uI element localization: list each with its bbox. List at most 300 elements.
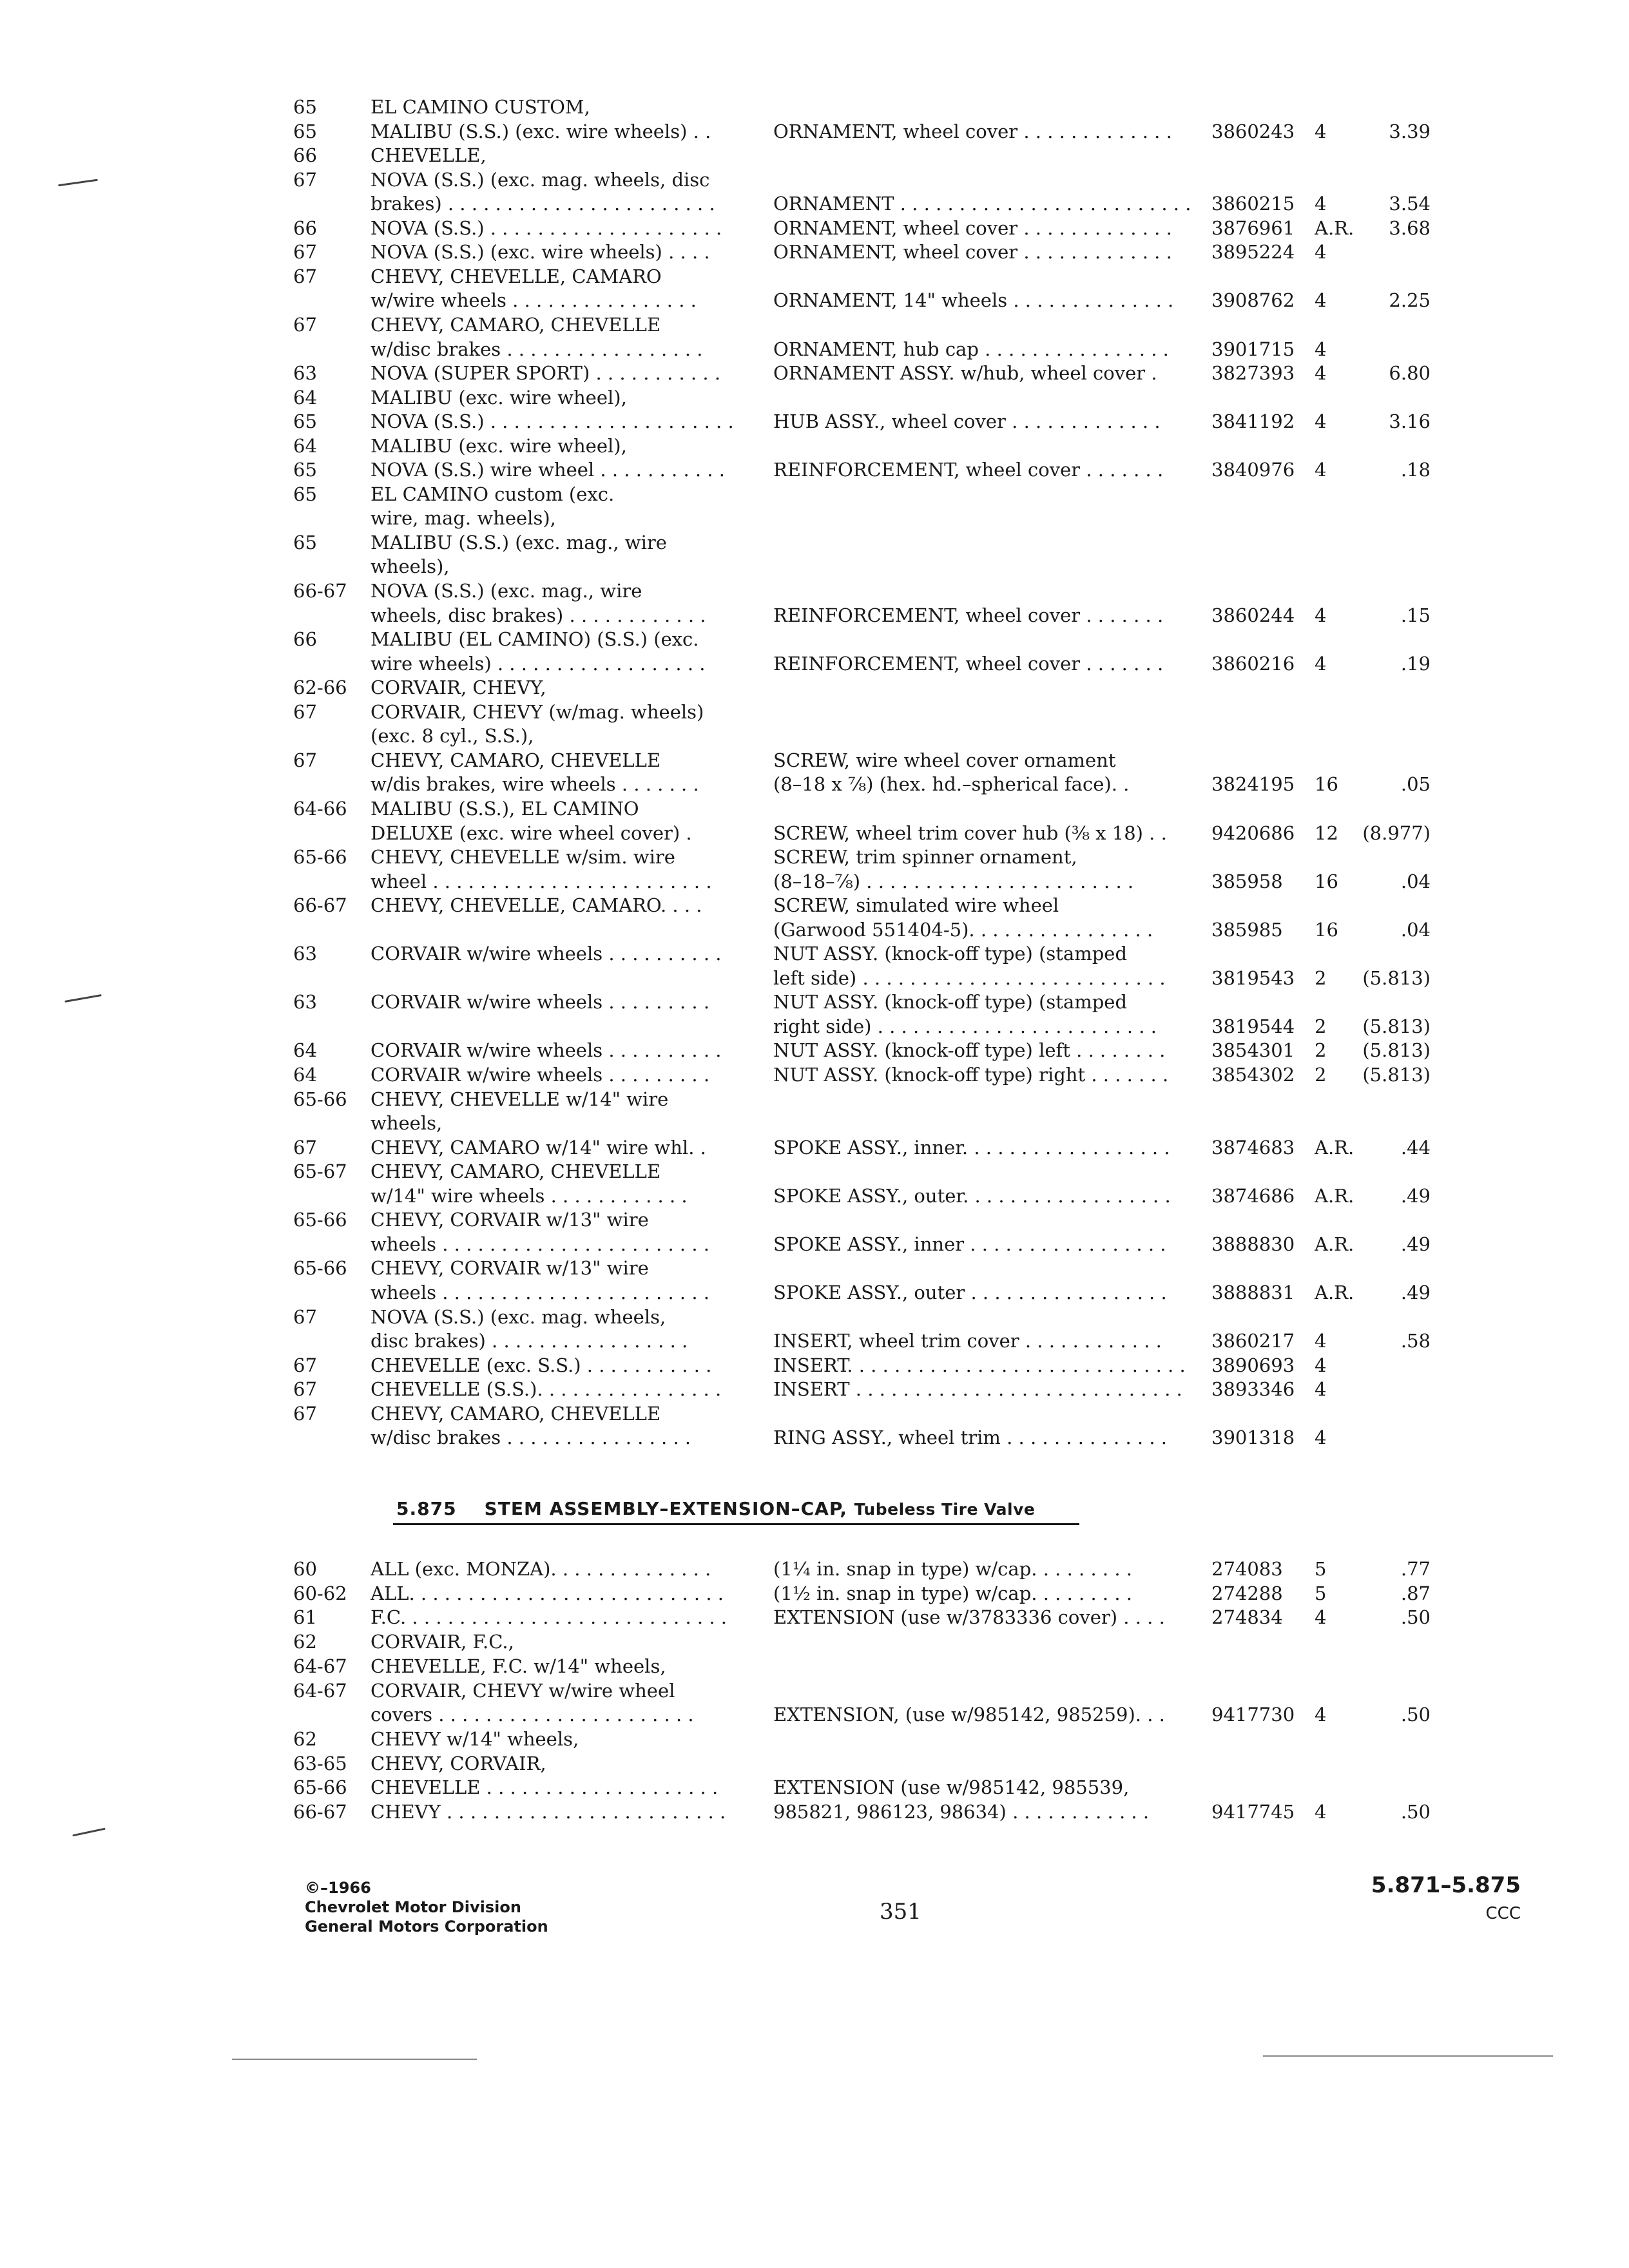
- table-row: [0, 1087, 1629, 1111]
- table-row: [0, 1727, 1629, 1751]
- table-row: [0, 1280, 1629, 1305]
- table-row: [0, 119, 1629, 144]
- cell-qty: 4: [1315, 1378, 1327, 1401]
- cell-model: w/dis brakes, wire wheels . . . . . . .: [371, 773, 699, 796]
- table-row: [0, 1353, 1629, 1378]
- cell-description: SCREW, trim spinner ornament,: [773, 846, 1077, 869]
- cell-model: EL CAMINO custom (exc.: [371, 483, 615, 505]
- cell-qty: 12: [1315, 822, 1338, 844]
- cell-model: covers . . . . . . . . . . . . . . . . . . . . . .: [371, 1704, 694, 1726]
- cell-model: DELUXE (exc. wire wheel cover) .: [371, 822, 692, 844]
- cell-year: 63-65: [293, 1752, 347, 1774]
- cell-model: CHEVELLE,: [371, 144, 487, 167]
- cell-model: CHEVY, CAMARO, CHEVELLE: [371, 1160, 660, 1183]
- cell-model: CORVAIR, CHEVY w/wire wheel: [371, 1679, 675, 1702]
- cell-qty: 2: [1315, 966, 1327, 989]
- cell-year: 65: [293, 459, 317, 481]
- cell-qty: 2: [1315, 1064, 1327, 1086]
- copyright-line: ©–1966: [305, 1879, 371, 1897]
- cell-price: .49: [1400, 1184, 1431, 1207]
- table-row: [0, 1377, 1629, 1401]
- cell-year: 65-66: [293, 1088, 347, 1110]
- cell-model: CHEVY, CAMARO, CHEVELLE: [371, 749, 660, 771]
- cell-description: (8–18 x ⅞) (hex. hd.–spherical face). .: [773, 773, 1130, 796]
- cell-description: ORNAMENT, wheel cover . . . . . . . . . . . . .: [773, 120, 1172, 142]
- corporation-line: General Motors Corporation: [305, 1917, 548, 1936]
- cell-model: CORVAIR w/wire wheels . . . . . . . . .: [371, 991, 710, 1014]
- cell-qty: A.R.: [1315, 1184, 1354, 1207]
- table-row: [0, 1800, 1629, 1824]
- cell-year: 67: [293, 1378, 317, 1401]
- scan-rule: [232, 2059, 477, 2060]
- cell-model: NOVA (S.S.) (exc. mag. wheels,: [371, 1305, 666, 1328]
- table-row: [0, 1557, 1629, 1581]
- cell-model: CHEVY, CHEVELLE w/sim. wire: [371, 846, 675, 869]
- table-row: [0, 143, 1629, 168]
- table-row: [0, 1678, 1629, 1703]
- table-row: [0, 1111, 1629, 1135]
- cell-part: 3901715: [1211, 338, 1295, 360]
- cell-qty: 4: [1315, 604, 1327, 626]
- cell-model: CHEVY, CHEVELLE, CAMARO: [371, 265, 662, 287]
- table-row: [0, 918, 1629, 942]
- cell-description: ORNAMENT . . . . . . . . . . . . . . . . . . . . . . . . .: [773, 193, 1191, 215]
- cell-model: CHEVY, CORVAIR w/13" wire: [371, 1257, 649, 1280]
- cell-qty: A.R.: [1315, 1233, 1354, 1255]
- cell-qty: 16: [1315, 870, 1338, 892]
- cell-price: 3.54: [1389, 193, 1431, 215]
- cell-model: wire, mag. wheels),: [371, 507, 556, 530]
- cell-price: .44: [1400, 1136, 1431, 1158]
- table-row: [0, 1232, 1629, 1256]
- cell-model: wheels . . . . . . . . . . . . . . . . . . . . . . .: [371, 1233, 710, 1255]
- cell-year: 67: [293, 1354, 317, 1376]
- cell-price: (5.813): [1362, 1064, 1431, 1086]
- cell-part: 3860243: [1211, 120, 1295, 142]
- cell-model: CHEVY w/14" wheels,: [371, 1727, 579, 1750]
- cell-year: 63: [293, 362, 317, 385]
- cell-model: F.C. . . . . . . . . . . . . . . . . . . . . . . . . . . .: [371, 1606, 727, 1629]
- scan-rule: [1263, 2055, 1553, 2057]
- cell-model: CHEVELLE (S.S.). . . . . . . . . . . . . . . .: [371, 1378, 722, 1401]
- table-row: [0, 1159, 1629, 1184]
- section-subtitle: Tubeless Tire Valve: [854, 1500, 1036, 1519]
- cell-part: 3888830: [1211, 1233, 1295, 1255]
- cell-model: w/disc brakes . . . . . . . . . . . . . . . . .: [371, 338, 703, 360]
- table-row: [0, 1014, 1629, 1039]
- cell-year: 65: [293, 531, 317, 553]
- publisher-block: [305, 1878, 640, 1936]
- table-row: [0, 821, 1629, 845]
- table-row: [0, 772, 1629, 796]
- cell-price: .58: [1400, 1330, 1431, 1352]
- cell-description: SPOKE ASSY., inner . . . . . . . . . . . . . . . . .: [773, 1233, 1166, 1255]
- table-row: [0, 1425, 1629, 1450]
- cell-qty: 2: [1315, 1015, 1327, 1037]
- table-row: [0, 675, 1629, 700]
- cell-model: ALL (exc. MONZA). . . . . . . . . . . . . .: [371, 1558, 711, 1580]
- cell-price: .19: [1400, 652, 1431, 675]
- cell-model: ALL. . . . . . . . . . . . . . . . . . . . . . . . . . .: [371, 1582, 724, 1604]
- section-title: STEM ASSEMBLY–EXTENSION–CAP,: [484, 1498, 847, 1519]
- table-row: [0, 95, 1629, 119]
- table-row: [0, 966, 1629, 990]
- cell-year: 67: [293, 168, 317, 191]
- cell-year: 65-66: [293, 1257, 347, 1280]
- cell-price: .18: [1400, 459, 1431, 481]
- cell-description: EXTENSION (use w/3783336 cover) . . . .: [773, 1606, 1165, 1629]
- cell-year: 64: [293, 386, 317, 408]
- cell-part: 3888831: [1211, 1281, 1295, 1303]
- cell-part: 3876961: [1211, 216, 1295, 239]
- cell-price: .87: [1400, 1582, 1431, 1604]
- table-row: [0, 264, 1629, 289]
- cell-model: NOVA (S.S.) (exc. mag., wire: [371, 580, 642, 602]
- cell-year: 62: [293, 1631, 317, 1653]
- cell-year: 67: [293, 700, 317, 723]
- cell-year: 64-67: [293, 1679, 347, 1702]
- cell-part: 9417730: [1211, 1704, 1295, 1726]
- cell-description: NUT ASSY. (knock-off type) left . . . . . . . .: [773, 1039, 1166, 1062]
- cell-description: (1¼ in. snap in type) w/cap. . . . . . . . .: [773, 1558, 1132, 1580]
- cell-year: 65: [293, 96, 317, 118]
- table-row: [0, 1401, 1629, 1426]
- table-row: [0, 1062, 1629, 1087]
- cell-model: brakes) . . . . . . . . . . . . . . . . . . . . . . .: [371, 193, 715, 215]
- cell-description: NUT ASSY. (knock-off type) (stamped: [773, 943, 1128, 965]
- cell-part: 3860215: [1211, 193, 1295, 215]
- section-number: 5.875: [396, 1498, 457, 1519]
- cell-year: 66-67: [293, 580, 347, 602]
- cell-model: CHEVY, CAMARO w/14" wire whl. .: [371, 1136, 706, 1158]
- table-row: [0, 579, 1629, 603]
- cell-price: (8.977): [1362, 822, 1431, 844]
- table-row: [0, 893, 1629, 918]
- cell-year: 67: [293, 313, 317, 336]
- table-row: [0, 651, 1629, 676]
- cell-price: 3.16: [1389, 410, 1431, 433]
- table-row: [0, 337, 1629, 361]
- cell-description: REINFORCEMENT, wheel cover . . . . . . .: [773, 652, 1164, 675]
- table-row: [0, 361, 1629, 385]
- cell-model: MALIBU (exc. wire wheel),: [371, 434, 627, 457]
- cell-description: ORNAMENT, wheel cover . . . . . . . . . . . . .: [773, 216, 1172, 239]
- cell-model: NOVA (S.S.) . . . . . . . . . . . . . . . . . . . .: [371, 216, 722, 239]
- cell-model: wheels, disc brakes) . . . . . . . . . . . .: [371, 604, 706, 626]
- cell-year: 67: [293, 1402, 317, 1425]
- cell-year: 67: [293, 265, 317, 287]
- cell-year: 65-66: [293, 1776, 347, 1799]
- cell-year: 67: [293, 1305, 317, 1328]
- cell-year: 66: [293, 216, 317, 239]
- cell-price: (5.813): [1362, 1039, 1431, 1062]
- cell-year: 67: [293, 749, 317, 771]
- cell-part: 3819543: [1211, 966, 1295, 989]
- cell-year: 65-66: [293, 846, 347, 869]
- table-row: [0, 748, 1629, 773]
- cell-part: 274834: [1211, 1606, 1283, 1629]
- cell-model: NOVA (S.S.) . . . . . . . . . . . . . . . . . . . . .: [371, 410, 734, 433]
- cell-model: (exc. 8 cyl., S.S.),: [371, 725, 534, 747]
- table-row: [0, 168, 1629, 192]
- cell-part: 9417745: [1211, 1801, 1295, 1823]
- cell-part: 3874683: [1211, 1136, 1295, 1158]
- cell-price: .50: [1400, 1801, 1431, 1823]
- cell-description: SCREW, wire wheel cover ornament: [773, 749, 1116, 771]
- cell-price: 3.39: [1389, 120, 1431, 142]
- cell-qty: A.R.: [1315, 1281, 1354, 1303]
- cell-year: 61: [293, 1606, 317, 1629]
- cell-model: NOVA (S.S.) wire wheel . . . . . . . . . . .: [371, 459, 725, 481]
- table-row: [0, 1184, 1629, 1208]
- cell-description: ORNAMENT, hub cap . . . . . . . . . . . . . . . .: [773, 338, 1169, 360]
- table-row: [0, 603, 1629, 628]
- cell-part: 3895224: [1211, 241, 1295, 264]
- cell-qty: 4: [1315, 1427, 1327, 1449]
- page-number: 351: [880, 1899, 921, 1925]
- table-row: [0, 796, 1629, 821]
- cell-model: MALIBU (S.S.), EL CAMINO: [371, 797, 639, 820]
- cell-price: .49: [1400, 1281, 1431, 1303]
- cell-description: INSERT. . . . . . . . . . . . . . . . . . . . . . . . . . . . .: [773, 1354, 1186, 1376]
- cell-part: 3860217: [1211, 1330, 1295, 1352]
- cell-description: 985821, 986123, 98634) . . . . . . . . . . . .: [773, 1801, 1150, 1823]
- cell-qty: 4: [1315, 459, 1327, 481]
- table-row: [0, 1605, 1629, 1629]
- cell-model: CHEVY . . . . . . . . . . . . . . . . . . . . . . . .: [371, 1801, 726, 1823]
- cell-model: wheel . . . . . . . . . . . . . . . . . . . . . . . .: [371, 870, 712, 892]
- cell-price: .04: [1400, 870, 1431, 892]
- cell-model: EL CAMINO CUSTOM,: [371, 96, 590, 118]
- cell-model: CHEVELLE, F.C. w/14" wheels,: [371, 1655, 666, 1677]
- cell-price: 2.25: [1389, 289, 1431, 312]
- cell-model: CORVAIR, CHEVY (w/mag. wheels): [371, 700, 704, 723]
- cell-model: MALIBU (EL CAMINO) (S.S.) (exc.: [371, 628, 699, 651]
- section-underline: [393, 1523, 1079, 1525]
- cell-model: CORVAIR, CHEVY,: [371, 677, 546, 699]
- cell-part: 3908762: [1211, 289, 1295, 312]
- table-row: [0, 191, 1629, 216]
- cell-description: (8–18–⅞) . . . . . . . . . . . . . . . . . . . . . . .: [773, 870, 1134, 892]
- cell-price: 6.80: [1389, 362, 1431, 385]
- cell-model: CHEVY, CAMARO, CHEVELLE: [371, 313, 660, 336]
- cell-model: CHEVY, CHEVELLE, CAMARO. . . .: [371, 894, 702, 917]
- cell-year: 62-66: [293, 677, 347, 699]
- cell-description: ORNAMENT ASSY. w/hub, wheel cover .: [773, 362, 1157, 385]
- table-row: [0, 434, 1629, 458]
- cell-qty: A.R.: [1315, 1136, 1354, 1158]
- cell-price: .49: [1400, 1233, 1431, 1255]
- table-row: [0, 1751, 1629, 1776]
- cell-year: 60-62: [293, 1582, 347, 1604]
- cell-part: 3860216: [1211, 652, 1295, 675]
- cell-model: CORVAIR, F.C.,: [371, 1631, 514, 1653]
- cell-description: EXTENSION, (use w/985142, 985259). . .: [773, 1704, 1165, 1726]
- table-row: [0, 240, 1629, 264]
- cell-year: 62: [293, 1727, 317, 1750]
- cell-qty: 16: [1315, 918, 1338, 941]
- division-line: Chevrolet Motor Division: [305, 1898, 521, 1916]
- table-row: [0, 288, 1629, 312]
- cell-description: right side) . . . . . . . . . . . . . . . . . . . . . . . .: [773, 1015, 1157, 1037]
- table-row: [0, 1135, 1629, 1160]
- cell-model: w/wire wheels . . . . . . . . . . . . . . . .: [371, 289, 697, 312]
- cell-year: 63: [293, 943, 317, 965]
- cell-price: 3.68: [1389, 216, 1431, 239]
- cell-year: 64-66: [293, 797, 347, 820]
- cell-year: 66-67: [293, 1801, 347, 1823]
- table-row: [0, 482, 1629, 506]
- table-row: [0, 845, 1629, 869]
- table-row: [0, 1702, 1629, 1727]
- cell-description: (Garwood 551404-5). . . . . . . . . . . . . . . .: [773, 918, 1153, 941]
- cell-year: 63: [293, 991, 317, 1014]
- table-row: [0, 1038, 1629, 1062]
- cell-model: NOVA (S.S.) (exc. wire wheels) . . . .: [371, 241, 710, 264]
- cell-part: 3860244: [1211, 604, 1295, 626]
- cell-description: SPOKE ASSY., inner. . . . . . . . . . . . . . . . . .: [773, 1136, 1170, 1158]
- cell-year: 64: [293, 1064, 317, 1086]
- cell-model: wire wheels) . . . . . . . . . . . . . . . . . .: [371, 652, 706, 675]
- table-row: [0, 1654, 1629, 1678]
- cell-description: NUT ASSY. (knock-off type) right . . . . . . .: [773, 1064, 1169, 1086]
- cell-qty: 4: [1315, 241, 1327, 264]
- cell-year: 66: [293, 628, 317, 651]
- cell-qty: 4: [1315, 410, 1327, 433]
- cell-year: 64: [293, 1039, 317, 1062]
- cell-description: ORNAMENT, 14" wheels . . . . . . . . . . . . . .: [773, 289, 1174, 312]
- cell-description: REINFORCEMENT, wheel cover . . . . . . .: [773, 604, 1164, 626]
- table-row: [0, 409, 1629, 434]
- cell-qty: 4: [1315, 1704, 1327, 1726]
- cell-year: 65-67: [293, 1160, 347, 1183]
- cell-year: 67: [293, 241, 317, 264]
- cell-part: 3854301: [1211, 1039, 1295, 1062]
- cell-part: 274288: [1211, 1582, 1283, 1604]
- table-row: [0, 1629, 1629, 1654]
- cell-qty: A.R.: [1315, 216, 1354, 239]
- cell-description: REINFORCEMENT, wheel cover . . . . . . .: [773, 459, 1164, 481]
- cell-description: HUB ASSY., wheel cover . . . . . . . . . . . . .: [773, 410, 1161, 433]
- cell-description: SPOKE ASSY., outer. . . . . . . . . . . . . . . . . .: [773, 1184, 1171, 1207]
- cell-model: MALIBU (S.S.) (exc. wire wheels) . .: [371, 120, 711, 142]
- table-row: [0, 700, 1629, 724]
- table-row: [0, 1256, 1629, 1280]
- cell-qty: 16: [1315, 773, 1338, 796]
- table-row: [0, 216, 1629, 240]
- cell-part: 3827393: [1211, 362, 1295, 385]
- cell-part: 385985: [1211, 918, 1283, 941]
- cell-qty: 4: [1315, 193, 1327, 215]
- table-row: [0, 869, 1629, 894]
- cell-description: NUT ASSY. (knock-off type) (stamped: [773, 991, 1128, 1014]
- cell-part: 3854302: [1211, 1064, 1295, 1086]
- cell-model: CHEVELLE . . . . . . . . . . . . . . . . . . . .: [371, 1776, 718, 1799]
- cell-model: CORVAIR w/wire wheels . . . . . . . . . .: [371, 1039, 722, 1062]
- cell-model: CHEVY, CHEVELLE w/14" wire: [371, 1088, 669, 1110]
- table-row: [0, 530, 1629, 555]
- cell-description: left side) . . . . . . . . . . . . . . . . . . . . . . . . . .: [773, 966, 1166, 989]
- cell-qty: 2: [1315, 1039, 1327, 1062]
- binding-mark: [72, 1828, 105, 1837]
- cell-model: w/14" wire wheels . . . . . . . . . . . .: [371, 1184, 688, 1207]
- cell-year: 66-67: [293, 894, 347, 917]
- cell-part: 9420686: [1211, 822, 1295, 844]
- cell-model: NOVA (SUPER SPORT) . . . . . . . . . . .: [371, 362, 721, 385]
- cell-model: disc brakes) . . . . . . . . . . . . . . . . .: [371, 1330, 688, 1352]
- cell-qty: 4: [1315, 652, 1327, 675]
- section-range: 5.871–5.875: [1371, 1872, 1521, 1898]
- cell-year: 67: [293, 1136, 317, 1158]
- table-row: [0, 1207, 1629, 1232]
- cell-description: SCREW, wheel trim cover hub (⅜ x 18) . .: [773, 822, 1167, 844]
- cell-model: CHEVELLE (exc. S.S.) . . . . . . . . . . .: [371, 1354, 712, 1376]
- cell-description: (1½ in. snap in type) w/cap. . . . . . . . .: [773, 1582, 1132, 1604]
- cell-part: 3893346: [1211, 1378, 1295, 1401]
- cell-year: 64-67: [293, 1655, 347, 1677]
- cell-qty: 4: [1315, 1330, 1327, 1352]
- catalog-code: CCC: [1485, 1904, 1521, 1923]
- cell-model: CHEVY, CORVAIR,: [371, 1752, 546, 1774]
- cell-model: CORVAIR w/wire wheels . . . . . . . . . .: [371, 943, 722, 965]
- cell-model: wheels),: [371, 555, 450, 578]
- cell-year: 65: [293, 410, 317, 433]
- cell-model: MALIBU (S.S.) (exc. mag., wire: [371, 531, 667, 553]
- cell-description: RING ASSY., wheel trim . . . . . . . . . . . . . .: [773, 1427, 1167, 1449]
- table-row: [0, 506, 1629, 530]
- cell-price: .50: [1400, 1704, 1431, 1726]
- cell-price: (5.813): [1362, 1015, 1431, 1037]
- cell-model: CORVAIR w/wire wheels . . . . . . . . .: [371, 1064, 710, 1086]
- table-row: [0, 554, 1629, 579]
- table-row: [0, 385, 1629, 410]
- cell-price: .77: [1400, 1558, 1431, 1580]
- table-row: [0, 312, 1629, 337]
- cell-part: 3840976: [1211, 459, 1295, 481]
- cell-part: 3874686: [1211, 1184, 1295, 1207]
- cell-description: SPOKE ASSY., outer . . . . . . . . . . . . . . . . .: [773, 1281, 1167, 1303]
- cell-year: 60: [293, 1558, 317, 1580]
- cell-year: 65: [293, 483, 317, 505]
- cell-model: wheels,: [371, 1112, 443, 1135]
- cell-model: CHEVY, CORVAIR w/13" wire: [371, 1209, 649, 1231]
- cell-price: .50: [1400, 1606, 1431, 1629]
- table-row: [0, 457, 1629, 482]
- cell-qty: 4: [1315, 120, 1327, 142]
- cell-model: CHEVY, CAMARO, CHEVELLE: [371, 1402, 660, 1425]
- cell-qty: 4: [1315, 338, 1327, 360]
- cell-part: 3890693: [1211, 1354, 1295, 1376]
- table-row: [0, 1329, 1629, 1353]
- table-row: [0, 1305, 1629, 1329]
- table-row: [0, 1775, 1629, 1800]
- cell-model: NOVA (S.S.) (exc. mag. wheels, disc: [371, 168, 710, 191]
- cell-description: SCREW, simulated wire wheel: [773, 894, 1059, 917]
- table-row: [0, 990, 1629, 1014]
- cell-model: w/disc brakes . . . . . . . . . . . . . . . .: [371, 1427, 691, 1449]
- cell-price: (5.813): [1362, 966, 1431, 989]
- cell-part: 385958: [1211, 870, 1283, 892]
- cell-price: .04: [1400, 918, 1431, 941]
- cell-qty: 4: [1315, 289, 1327, 312]
- cell-year: 66: [293, 144, 317, 167]
- cell-model: MALIBU (exc. wire wheel),: [371, 386, 627, 408]
- cell-year: 64: [293, 434, 317, 457]
- cell-part: 3824195: [1211, 773, 1295, 796]
- cell-qty: 5: [1315, 1582, 1327, 1604]
- cell-qty: 5: [1315, 1558, 1327, 1580]
- cell-part: 3841192: [1211, 410, 1295, 433]
